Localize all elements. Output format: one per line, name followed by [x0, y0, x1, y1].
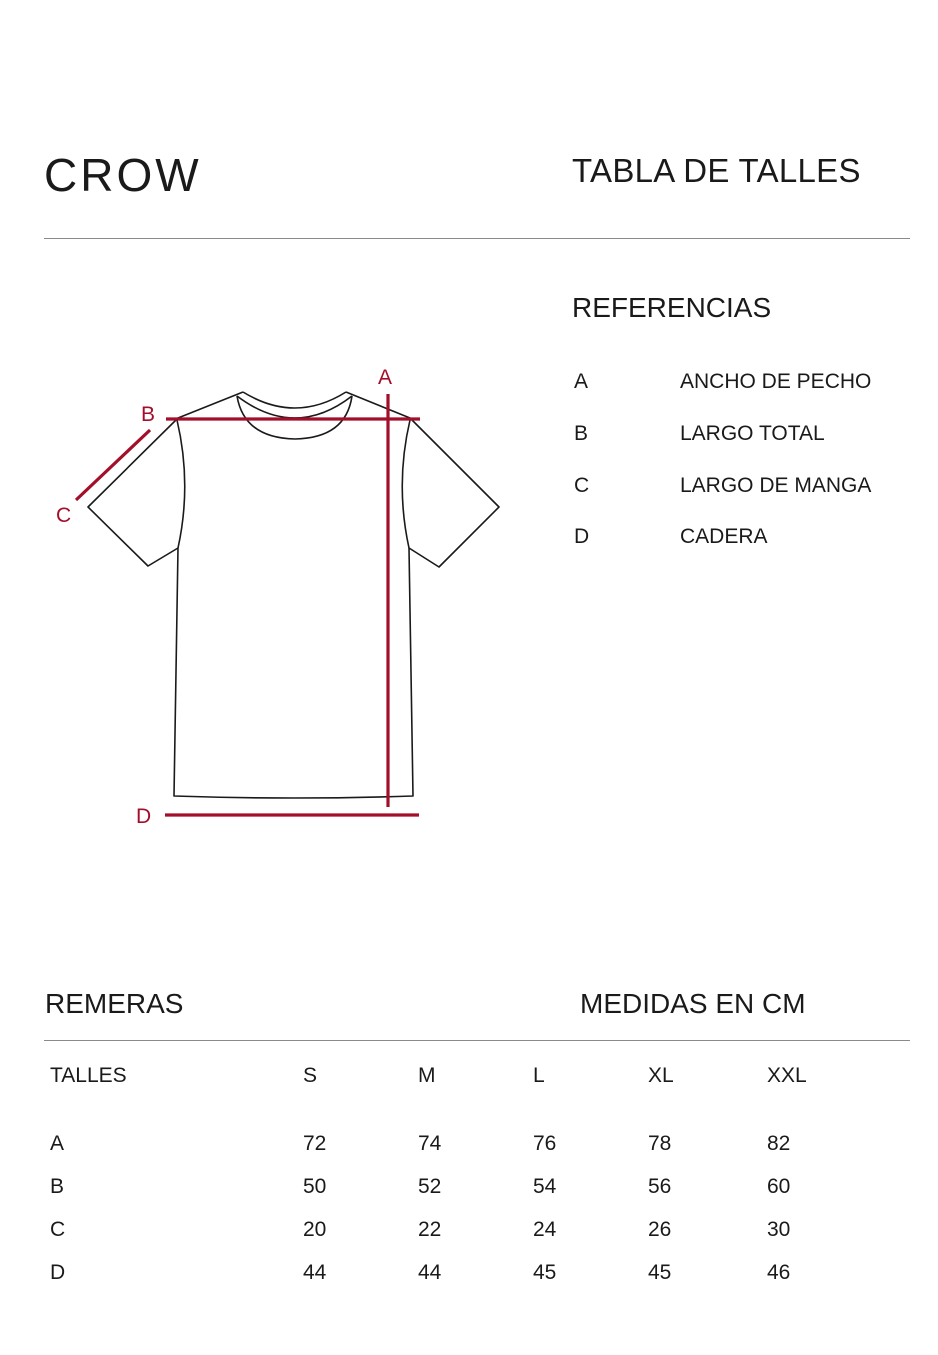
header-cell: TALLES [50, 1064, 127, 1087]
table-row [44, 1251, 867, 1294]
reference-item [574, 474, 904, 504]
header-divider [44, 238, 910, 239]
reference-key: D [574, 525, 590, 548]
brand-logo: CROW [44, 149, 202, 201]
references-title: REFERENCIAS [572, 292, 772, 323]
table-row [44, 1165, 867, 1208]
shirt-body-outline [88, 392, 499, 798]
table-cell: 20 [303, 1217, 327, 1241]
measure-label-d: D [136, 805, 152, 828]
table-cell: 24 [533, 1217, 557, 1241]
reference-key: A [574, 370, 589, 393]
reference-key: B [574, 422, 589, 445]
collar-outer [243, 392, 346, 408]
table-cell: 78 [648, 1131, 672, 1155]
reference-label: ANCHO DE PECHO [680, 370, 872, 393]
table-cell: 46 [767, 1260, 791, 1284]
table-cell: 76 [533, 1131, 557, 1155]
table-row [44, 1122, 867, 1165]
reference-label: LARGO DE MANGA [680, 474, 872, 497]
row-label-cell: D [50, 1260, 66, 1284]
reference-key: C [574, 474, 590, 497]
sleeve-seam-right [402, 420, 410, 548]
table-cell: 22 [418, 1217, 442, 1241]
header-cell: XXL [767, 1064, 807, 1087]
t-shirt-icon [88, 392, 499, 798]
row-label-cell: B [50, 1174, 65, 1198]
reference-label: LARGO TOTAL [680, 422, 825, 445]
table-cell: 30 [767, 1217, 791, 1241]
measure-label-b: B [141, 403, 156, 426]
measure-line-c [76, 430, 150, 500]
reference-item [574, 422, 904, 452]
table-cell: 50 [303, 1174, 327, 1198]
header-cell: XL [648, 1064, 674, 1087]
header-cell: S [303, 1064, 318, 1087]
table-cell: 56 [648, 1174, 672, 1198]
sleeve-seam-left [177, 420, 185, 548]
measure-label-c: C [56, 504, 72, 527]
table-cell: 74 [418, 1131, 442, 1155]
table-spacer [44, 1094, 867, 1122]
header-cell: M [418, 1064, 436, 1087]
table-cell: 26 [648, 1217, 672, 1241]
t-shirt-diagram [40, 360, 510, 840]
section-title: REMERAS [45, 988, 184, 1019]
measure-label-a: A [378, 366, 393, 389]
table-cell: 44 [418, 1260, 442, 1284]
table-row [44, 1208, 867, 1251]
table-divider [44, 1040, 910, 1041]
reference-item [574, 370, 904, 400]
page-title: TABLA DE TALLES [572, 152, 861, 189]
row-label-cell: A [50, 1131, 65, 1155]
table-cell: 44 [303, 1260, 327, 1284]
table-cell: 82 [767, 1131, 791, 1155]
table-cell: 54 [533, 1174, 557, 1198]
size-table-header [44, 1058, 867, 1094]
collar-inner-top [237, 396, 352, 418]
table-cell: 45 [648, 1260, 672, 1284]
reference-item [574, 525, 904, 555]
table-cell: 72 [303, 1131, 327, 1155]
measurement-lines [76, 394, 420, 815]
table-cell: 45 [533, 1260, 557, 1284]
row-label-cell: C [50, 1217, 66, 1241]
units-label: MEDIDAS EN CM [580, 988, 806, 1019]
table-cell: 60 [767, 1174, 791, 1198]
table-cell: 52 [418, 1174, 442, 1198]
reference-label: CADERA [680, 525, 768, 548]
header-cell: L [533, 1064, 545, 1087]
size-table [44, 1058, 867, 1294]
